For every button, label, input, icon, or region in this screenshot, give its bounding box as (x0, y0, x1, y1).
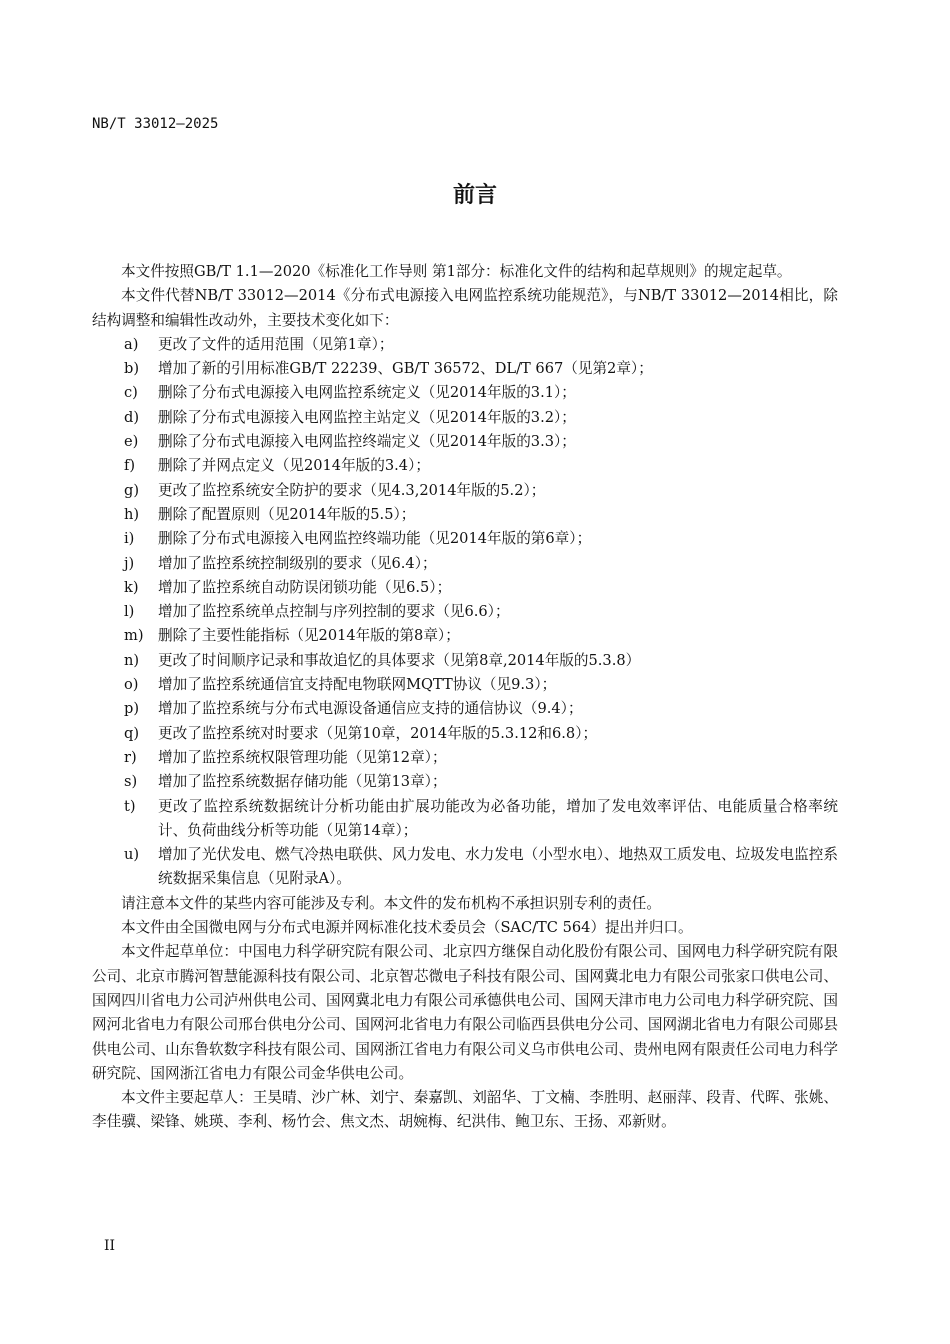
list-text: 删除了分布式电源接入电网监控终端功能（见2014年版的第6章）； (158, 530, 592, 548)
list-item (92, 454, 838, 478)
list-marker: j) (124, 554, 135, 572)
list-item (92, 357, 838, 381)
list-text: 更改了监控系统对时要求（见第10章，2014年版的5.3.12和6.8）； (158, 724, 598, 742)
list-marker: n) (124, 651, 140, 669)
list-marker: t) (124, 797, 136, 815)
list-marker: g) (124, 481, 140, 499)
list-item (92, 479, 838, 503)
list-text: 增加了监控系统数据存储功能（见第13章）； (158, 773, 447, 791)
list-marker: f) (124, 457, 136, 475)
list-item (92, 430, 838, 454)
list-text: 删除了并网点定义（见2014年版的3.4）； (158, 457, 430, 475)
list-text: 更改了监控系统数据统计分析功能由扩展功能改为必备功能，增加了发电效率评估、电能质量合格率统计、负荷曲线分析等功能（见第14章）； (158, 797, 838, 839)
list-item (92, 770, 838, 794)
list-item (92, 503, 838, 527)
list-marker: a) (124, 335, 139, 353)
list-text: 增加了新的引用标准GB/T 22239、GB/T 36572、DL/T 667（见第2章）； (158, 360, 653, 378)
list-marker: o) (124, 676, 139, 694)
list-text: 删除了配置原则（见2014年版的5.5）； (158, 505, 416, 523)
list-item (92, 406, 838, 430)
list-item (92, 843, 838, 892)
list-marker: d) (124, 408, 140, 426)
list-marker: p) (124, 700, 140, 718)
paragraph-proposer: 本文件由全国微电网与分布式电源并网标准化技术委员会（SAC/TC 564）提出并归口。 (121, 919, 693, 937)
list-item (92, 381, 838, 405)
foreword-body (92, 260, 838, 1135)
list-item (92, 649, 838, 673)
list-text: 增加了监控系统权限管理功能（见第12章）； (158, 748, 447, 766)
paragraph-drafters: 本文件主要起草人：王昊晴、沙广林、刘宁、秦嘉凯、刘韶华、丁文楠、李胜明、赵丽萍、段青、代晖、张姚、李佳骥、梁锋、姚瑛、李利、杨竹会、焦文杰、胡婉梅、纪洪伟、鲍卫东、王扬、邓新财。 (92, 1089, 838, 1131)
list-marker: r) (124, 748, 137, 766)
list-marker: s) (124, 773, 138, 791)
list-text: 增加了监控系统通信宜支持配电物联网MQTT协议（见9.3）； (158, 676, 557, 694)
list-item (92, 697, 838, 721)
paragraph-replacement: 本文件代替NB/T 33012—2014《分布式电源接入电网监控系统功能规范》，与NB/T 33012—2014相比，除结构调整和编辑性改动外，主要技术变化如下： (92, 287, 838, 329)
list-marker: q) (124, 724, 140, 742)
list-text: 增加了监控系统自动防误闭锁功能（见6.5）； (158, 578, 452, 596)
paragraph-drafting-rules: 本文件按照GB/T 1.1—2020《标准化工作导则 第1部分：标准化文件的结构和起草规则》的规定起草。 (121, 263, 792, 280)
list-item (92, 552, 838, 576)
list-marker: e) (124, 433, 139, 451)
list-item (92, 624, 838, 648)
list-item (92, 576, 838, 600)
list-text: 删除了分布式电源接入电网监控终端定义（见2014年版的3.3）； (158, 433, 576, 451)
list-text: 增加了光伏发电、燃气冷热电联供、风力发电、水力发电（小型水电）、地热双工质发电、垃圾发电监控系统数据采集信息（见附录A）。 (158, 846, 838, 888)
list-marker: k) (124, 578, 139, 596)
list-marker: h) (124, 505, 140, 523)
list-item (92, 600, 838, 624)
standard-number: NB/T 33012—2025 (92, 116, 219, 132)
paragraph-patent-notice: 请注意本文件的某些内容可能涉及专利。本文件的发布机构不承担识别专利的责任。 (121, 894, 661, 912)
list-text: 增加了监控系统控制级别的要求（见6.4）； (158, 554, 437, 572)
list-marker: l) (124, 603, 135, 621)
list-text: 删除了分布式电源接入电网监控系统定义（见2014年版的3.1）； (158, 384, 576, 402)
list-text: 删除了分布式电源接入电网监控主站定义（见2014年版的3.2）； (158, 408, 576, 426)
paragraph-drafting-units: 本文件起草单位：中国电力科学研究院有限公司、北京四方继保自动化股份有限公司、国网电力科学研究院有限公司、北京市腾河智慧能源科技有限公司、北京智芯微电子科技有限公司、国网冀北电力有限公司张家口供电公司、国网四川省电力公司泸州供电公司、国网冀北电力有限公司承德供电公司、国网天津市电力公司电力科学研究院、国网河北省电力有限公司邢台供电分公司、国网河北省电力有限公司临西县供电分公司、国网湖北省电力有限公司郧县供电公司、山东鲁软数字科技有限公司、国网浙江省电力有限公司义乌市供电公司、贵州电网有限责任公司电力科学研究院、国网浙江省电力有限公司金华供电公司。 (92, 943, 838, 1082)
list-text: 增加了监控系统与分布式电源设备通信应支持的通信协议（9.4）； (158, 700, 583, 718)
list-text: 更改了监控系统安全防护的要求（见4.3,2014年版的5.2）； (158, 481, 546, 499)
list-marker: m) (124, 627, 144, 645)
list-text: 增加了监控系统单点控制与序列控制的要求（见6.6）； (158, 603, 510, 621)
list-text: 更改了时间顺序记录和事故追忆的具体要求（见第8章,2014年版的5.3.8） (158, 651, 641, 669)
list-item (92, 722, 838, 746)
list-item (92, 333, 838, 357)
list-marker: b) (124, 360, 140, 378)
page-title: 前言 (452, 183, 497, 208)
list-marker: i) (124, 530, 135, 548)
technical-changes-list (92, 333, 838, 892)
list-text: 删除了主要性能指标（见2014年版的第8章）； (158, 627, 460, 645)
list-item (92, 527, 838, 551)
page-number: II (104, 1238, 116, 1254)
list-text: 更改了文件的适用范围（见第1章）； (158, 335, 394, 353)
list-item (92, 746, 838, 770)
list-item (92, 673, 838, 697)
list-item (92, 795, 838, 844)
list-marker: u) (124, 846, 140, 864)
list-marker: c) (124, 384, 138, 402)
